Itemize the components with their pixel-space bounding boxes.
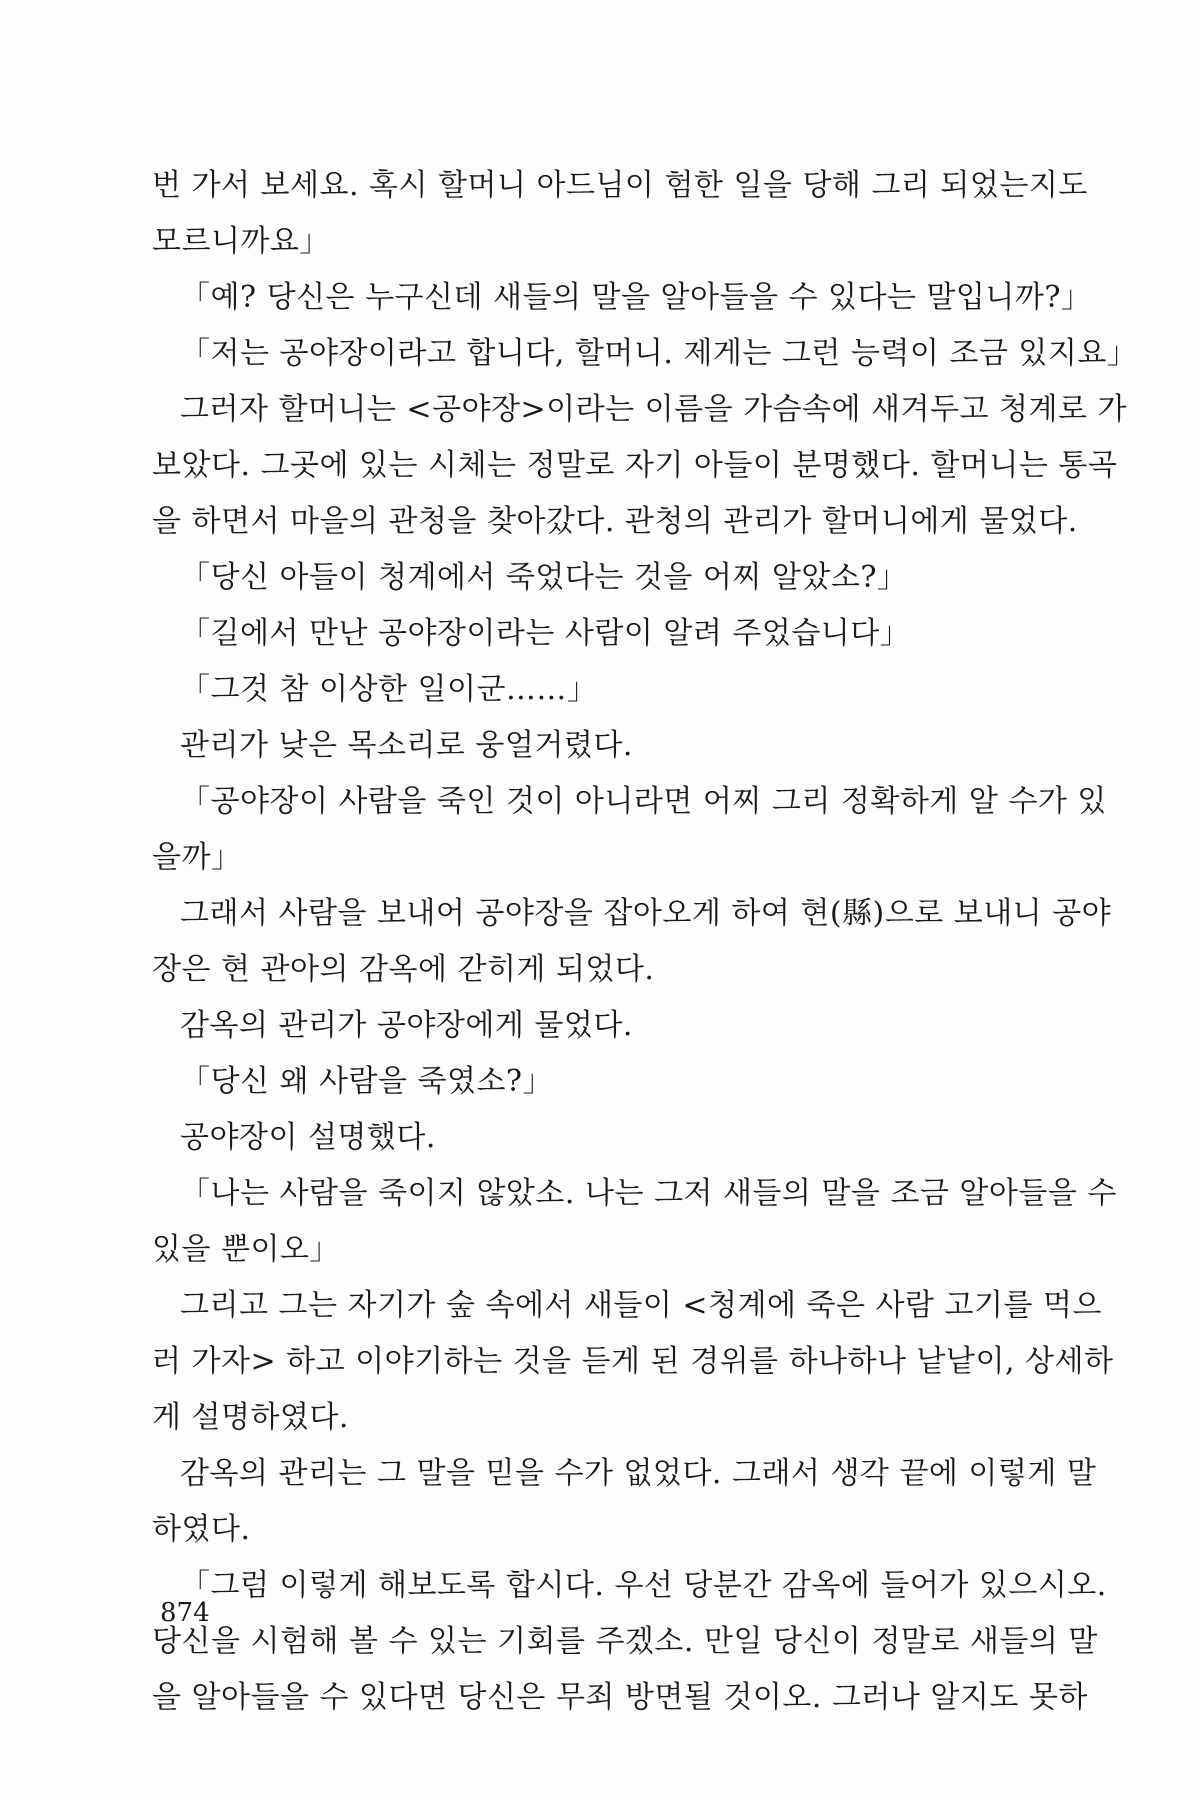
text-line: 을까」 [152, 840, 242, 875]
text-line: 「그럼 이렇게 해보도록 합시다. 우선 당분간 감옥에 들어가 있으시오. [180, 1568, 1107, 1603]
text-line: 「저는 공야장이라고 합니다, 할머니. 제게는 그런 능력이 조금 있지요」 [180, 336, 1138, 371]
text-line: 공야장이 설명했다. [180, 1120, 436, 1155]
text-line: 있을 뿐이오」 [152, 1232, 340, 1267]
text-line: 하였다. [152, 1512, 251, 1547]
text-line: 「길에서 만난 공야장이라는 사람이 알려 주었습니다」 [180, 616, 911, 651]
text-line: 「공야장이 사람을 죽인 것이 아니라면 어찌 그리 정확하게 알 수가 있 [180, 784, 1107, 819]
text-line: 보았다. 그곳에 있는 시체는 정말로 자기 아들이 분명했다. 할머니는 통곡 [152, 448, 1118, 483]
text-line: 장은 현 관아의 감옥에 갇히게 되었다. [152, 952, 655, 987]
text-line: 「당신 왜 사람을 죽였소?」 [180, 1064, 554, 1099]
text-line: 감옥의 관리는 그 말을 믿을 수가 없었다. 그래서 생각 끝에 이렇게 말 [180, 1456, 1097, 1491]
text-line: 러 가자> 하고 이야기하는 것을 듣게 된 경위를 하나하나 낱낱이, 상세하 [152, 1344, 1114, 1379]
text-line: 「나는 사람을 죽이지 않았소. 나는 그저 새들의 말을 조금 알아들을 수 [180, 1176, 1117, 1211]
page-number: 874 [160, 1598, 210, 1628]
text-line: 당신을 시험해 볼 수 있는 기회를 주겠소. 만일 당신이 정말로 새들의 말 [152, 1624, 1098, 1659]
text-line: 게 설명하였다. [152, 1400, 349, 1435]
text-line: 「예? 당신은 누구신데 새들의 말을 알아들을 수 있다는 말입니까?」 [180, 280, 1092, 315]
body-text [152, 158, 1138, 1726]
text-line: 감옥의 관리가 공야장에게 물었다. [180, 1008, 633, 1043]
text-line: 모르니까요」 [152, 224, 330, 259]
text-line: 그리고 그는 자기가 숲 속에서 새들이 <청계에 죽은 사람 고기를 먹으 [180, 1288, 1102, 1323]
text-line: 그러자 할머니는 <공야장>이라는 이름을 가슴속에 새겨두고 청계로 가 [180, 392, 1127, 427]
text-line: 번 가서 보세요. 혹시 할머니 아드님이 험한 일을 당해 그리 되었는지도 [152, 168, 1088, 203]
text-line: 을 알아들을 수 있다면 당신은 무죄 방면될 것이오. 그러나 알지도 못하 [152, 1680, 1088, 1715]
text-line: 「그것 참 이상한 일이군……」 [180, 672, 598, 707]
text-line: 을 하면서 마을의 관청을 찾아갔다. 관청의 관리가 할머니에게 물었다. [152, 504, 1078, 539]
text-line: 「당신 아들이 청계에서 죽었다는 것을 어찌 알았소?」 [180, 560, 908, 595]
text-line: 그래서 사람을 보내어 공야장을 잡아오게 하여 현(縣)으로 보내니 공야 [180, 896, 1112, 931]
text-line: 관리가 낮은 목소리로 웅얼거렸다. [180, 728, 633, 763]
